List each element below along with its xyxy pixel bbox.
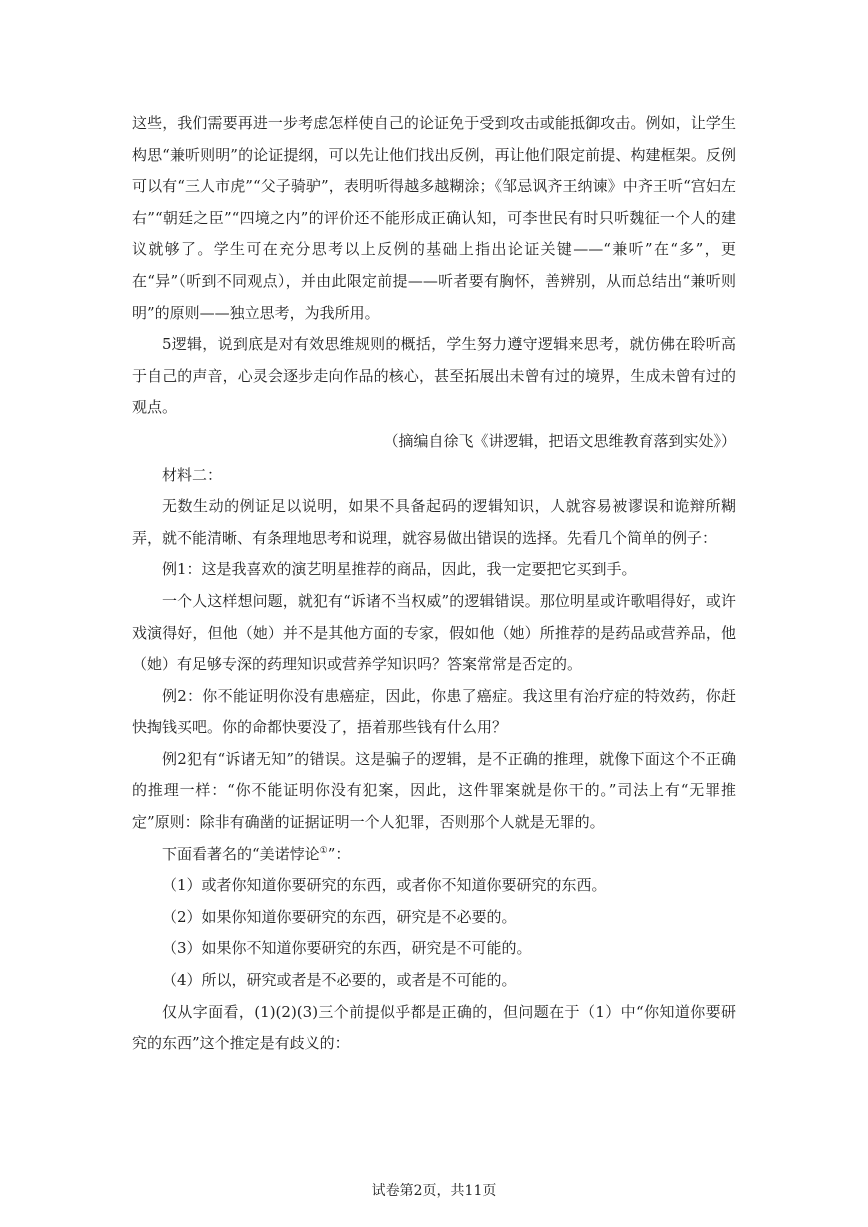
footnote-marker: ① xyxy=(319,845,328,856)
example-1-analysis: 一个人这样想问题，就犯有“诉诸不当权威”的逻辑错误。那位明星或许歌唱得好，或许戏演得好，但他（她）并不是其他方面的专家，假如他（她）所推荐的是药品或营养品，他（她）有足够专深的药理知识或营养学知识吗？答案常常是否定的。 xyxy=(132,591,736,674)
premise-1: （1）或者你知道你要研究的东西，或者你不知道你要研究的东西。 xyxy=(162,876,607,895)
source-citation: （摘编自徐飞《讲逻辑，把语文思维教育落到实处》） xyxy=(383,431,736,450)
meno-intro-text: 下面看著名的“美诺悖论 xyxy=(162,844,320,863)
page-footer: 试卷第2页，共11页 xyxy=(371,1183,497,1199)
conclusion-4: （4）所以，研究或者是不必要的，或者是不可能的。 xyxy=(162,971,517,990)
example-2-analysis: 例2犯有“诉诸无知”的错误。这是骗子的逻辑，是不正确的推理，就像下面这个不正确的推理一样：“你不能证明你没有犯案，因此，这件罪案就是你干的。”司法上有“无罪推定”原则：除非有确凿的证据证明一个人犯罪，否则那个人就是无罪的。 xyxy=(132,749,736,832)
material-2-paragraph-1: 无数生动的例证足以说明，如果不具备起码的逻辑知识，人就容易被谬误和诡辩所糊弄，就不能清晰、有条理地思考和说理，就容易做出错误的选择。先看几个简单的例子： xyxy=(132,497,736,547)
meno-intro-end: ”： xyxy=(327,844,351,863)
meno-paradox-intro xyxy=(132,839,736,871)
example-1: 例1：这是我喜欢的演艺明星推荐的商品，因此，我一定要把它买到手。 xyxy=(162,560,637,579)
final-paragraph: 仅从字面看，(1)(2)(3)三个前提似乎都是正确的，但问题在于（1）中“你知道你要研究的东西”这个推定是有歧义的： xyxy=(132,1002,736,1053)
page-content xyxy=(132,108,736,1060)
example-2: 例2：你不能证明你没有患癌症，因此，你患了癌症。我这里有治疗症的特效药，你赶快掏钱买吧。你的命都快要没了，捂着那些钱有什么用？ xyxy=(132,686,736,737)
premise-3: （3）如果你不知道你要研究的东西，研究是不可能的。 xyxy=(162,939,532,958)
premise-2: （2）如果你知道你要研究的东西，研究是不必要的。 xyxy=(162,907,517,926)
paragraph-continued: 这些，我们需要再进一步考虑怎样使自己的论证免于受到攻击或能抵御攻击。例如，让学生构思“兼听则明”的论证提纲，可以先让他们找出反例，再让他们限定前提、构建框架。反例可以有“三人市虎”“父子骑驴”，表明听得越多越糊涂；《邹忌讽齐王纳谏》中齐王听“宫妇左右”“朝廷之臣”“四境之内”的评价还不能形成正确认知，可李世民有时只听魏征一个人的建议就够了。学生可在充分思考以上反例的基础上指出论证关键——“兼听”在“多”，更在“异”（听到不同观点），并由此限定前提——听者要有胸怀，善辨别，从而总结出“兼听则明”的原则——独立思考，为我所用。 xyxy=(132,114,736,322)
paragraph-5: 5逻辑，说到底是对有效思维规则的概括，学生努力遵守逻辑来思考，就仿佛在聆听高于自己的声音，心灵会逐步走向作品的核心，甚至拓展出未曾有过的境界，生成未曾有过的观点。 xyxy=(132,335,736,417)
material-2-heading: 材料二： xyxy=(162,465,223,484)
